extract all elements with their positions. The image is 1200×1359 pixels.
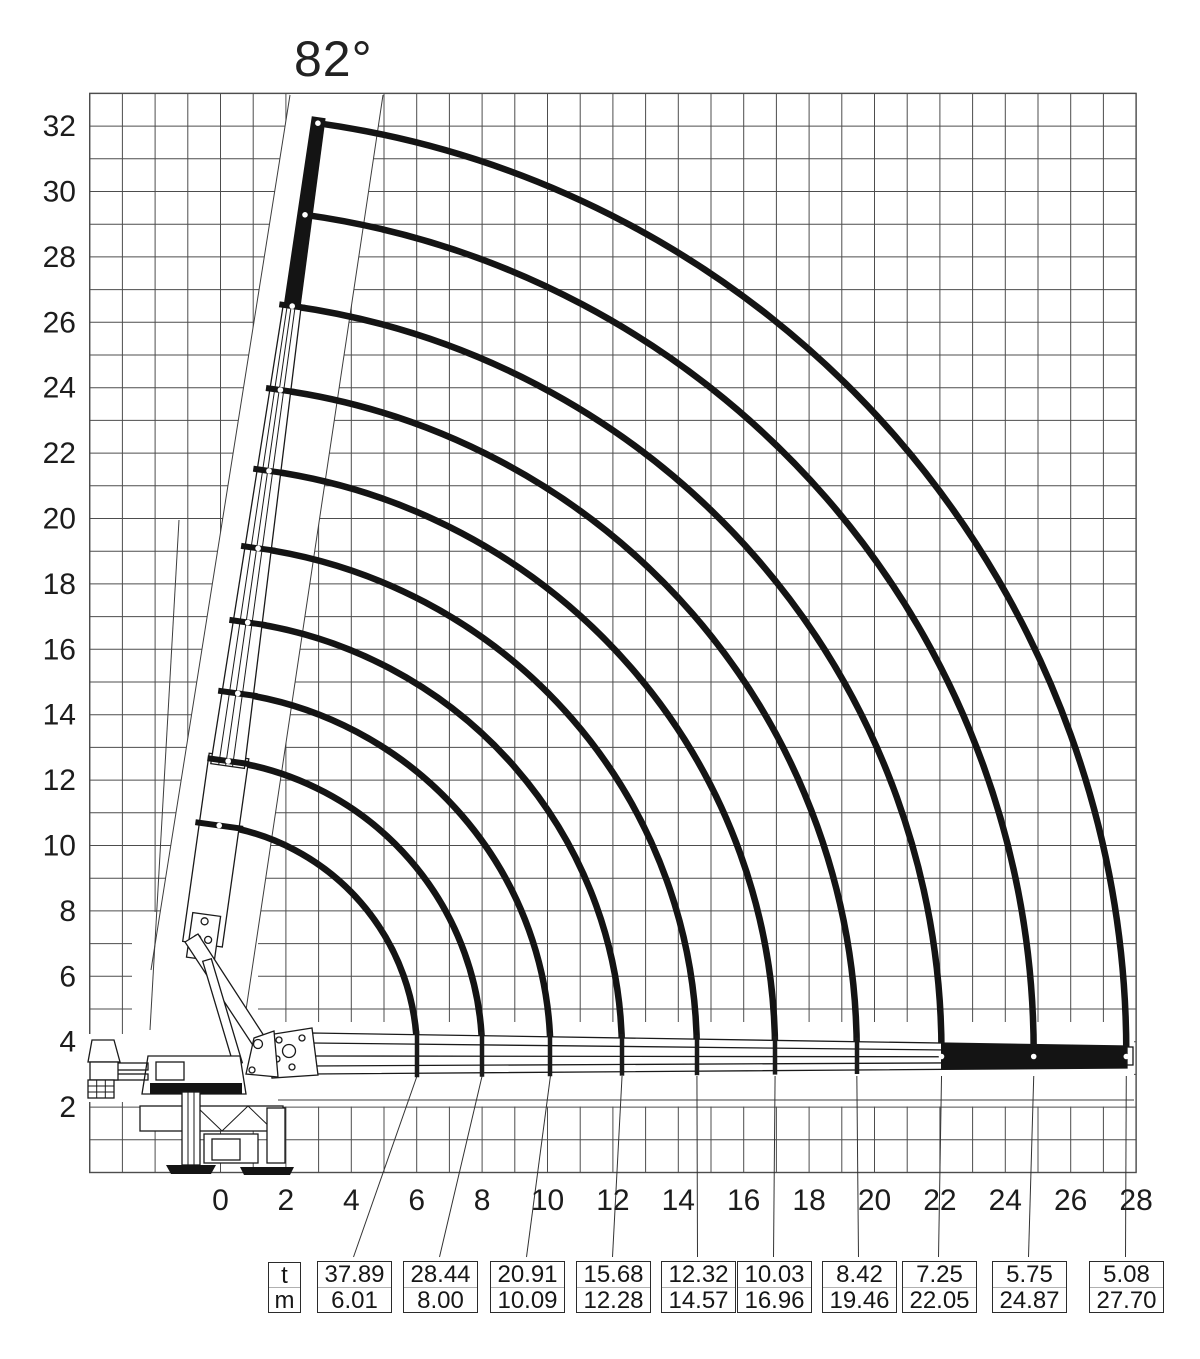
boom-tip-marker: [315, 120, 321, 126]
x-tick-label: 0: [212, 1184, 229, 1217]
x-tick-label: 2: [277, 1184, 295, 1217]
boom-tip-marker: [289, 303, 295, 309]
outreach-value: 14.57: [668, 1287, 729, 1314]
x-tick-label: 4: [342, 1184, 360, 1217]
capacity-value: 28.44: [404, 1262, 477, 1288]
load-table-column: [737, 1261, 812, 1313]
unit-label-box: [268, 1262, 301, 1313]
x-tick-label: 8: [473, 1184, 491, 1217]
boom-tip-marker: [1124, 1054, 1130, 1060]
x-tick-label: 22: [923, 1184, 957, 1217]
x-tick-label: 24: [988, 1184, 1022, 1217]
y-tick-label: 16: [42, 633, 76, 667]
capacity-value: 20.91: [491, 1262, 564, 1288]
load-table-column: [1089, 1261, 1164, 1313]
load-table-column: [576, 1261, 651, 1313]
capacity-value: 5.08: [1090, 1262, 1163, 1288]
load-table-column: [992, 1261, 1067, 1313]
boom-tip-marker: [255, 546, 261, 552]
outrigger-bracket: [88, 1040, 120, 1062]
y-tick-label: 18: [42, 567, 76, 601]
y-tick-label: 28: [42, 240, 76, 274]
jack-foot-left: [166, 1165, 216, 1174]
x-axis-tick-labels: [212, 1184, 1153, 1217]
x-tick-label: 16: [727, 1184, 761, 1217]
outreach-value: 27.70: [1096, 1287, 1157, 1314]
capacity-arc: [305, 215, 1034, 1053]
capacity-value: 7.25: [903, 1262, 976, 1288]
y-tick-label: 6: [59, 960, 76, 994]
load-table-column: [490, 1261, 565, 1313]
y-tick-label: 30: [42, 175, 76, 209]
boom-tip-marker: [225, 758, 231, 764]
load-table-column: [317, 1261, 392, 1313]
outreach-value: 24.87: [999, 1287, 1060, 1314]
y-axis-tick-labels: [43, 110, 76, 1124]
outreach-value: 22.05: [909, 1287, 970, 1314]
outreach-value: 16.96: [744, 1287, 805, 1314]
y-tick-label: 2: [59, 1091, 76, 1125]
leader-line: [697, 1076, 698, 1257]
load-table-column: [902, 1261, 977, 1313]
boom-tip-marker: [1031, 1054, 1037, 1060]
capacity-value: 10.03: [738, 1262, 811, 1288]
x-tick-label: 12: [596, 1184, 630, 1217]
capacity-arc: [280, 390, 856, 1053]
boom-tip-marker: [245, 620, 251, 626]
outreach-value: 8.00: [417, 1287, 464, 1314]
unit-tonnes-label: t: [269, 1263, 300, 1288]
boom-tip-marker: [235, 691, 241, 697]
x-tick-label: 14: [661, 1184, 695, 1217]
jack-foot-right: [240, 1167, 294, 1175]
unit-meters-label: m: [274, 1287, 295, 1314]
x-tick-label: 20: [857, 1184, 892, 1217]
capacity-value: 37.89: [318, 1262, 391, 1288]
x-tick-label: 6: [408, 1184, 426, 1217]
y-tick-label: 20: [42, 502, 76, 536]
rear-jack: [267, 1108, 285, 1163]
y-tick-label: 26: [42, 306, 76, 340]
boom-tip-marker: [302, 212, 308, 218]
y-tick-label: 4: [59, 1025, 76, 1059]
boom-angle-label: 82°: [294, 31, 373, 87]
boom-tip-marker: [266, 468, 272, 474]
load-table-column: [403, 1261, 478, 1313]
capacity-arc: [269, 471, 775, 1053]
capacity-arc: [248, 623, 622, 1054]
capacity-arc: [258, 548, 697, 1053]
y-tick-label: 24: [42, 371, 76, 405]
y-tick-label: 32: [42, 110, 76, 144]
support-mast: [182, 1092, 200, 1165]
capacity-value: 8.42: [823, 1262, 896, 1288]
y-tick-label: 14: [42, 698, 76, 732]
load-table-column: [822, 1261, 897, 1313]
outreach-value: 12.28: [583, 1287, 644, 1314]
y-tick-label: 8: [59, 894, 76, 928]
boom-tip-marker: [939, 1054, 945, 1060]
outreach-value: 10.09: [497, 1287, 558, 1314]
capacity-value: 12.32: [662, 1262, 735, 1288]
boom-tip-marker: [278, 387, 284, 393]
x-tick-label: 28: [1119, 1184, 1153, 1217]
x-tick-label: 10: [530, 1184, 565, 1217]
outreach-value: 19.46: [829, 1287, 890, 1314]
y-tick-label: 22: [42, 437, 76, 471]
x-tick-label: 26: [1054, 1184, 1088, 1217]
y-tick-label: 10: [42, 829, 76, 863]
capacity-value: 5.75: [993, 1262, 1066, 1288]
capacity-value: 15.68: [577, 1262, 650, 1288]
boom-tip-marker: [216, 823, 222, 829]
outrigger-pad-stack: [88, 1080, 114, 1098]
y-tick-label: 12: [42, 764, 76, 798]
load-table-column: [661, 1261, 736, 1313]
x-tick-label: 18: [792, 1184, 826, 1217]
outreach-value: 6.01: [331, 1287, 378, 1314]
